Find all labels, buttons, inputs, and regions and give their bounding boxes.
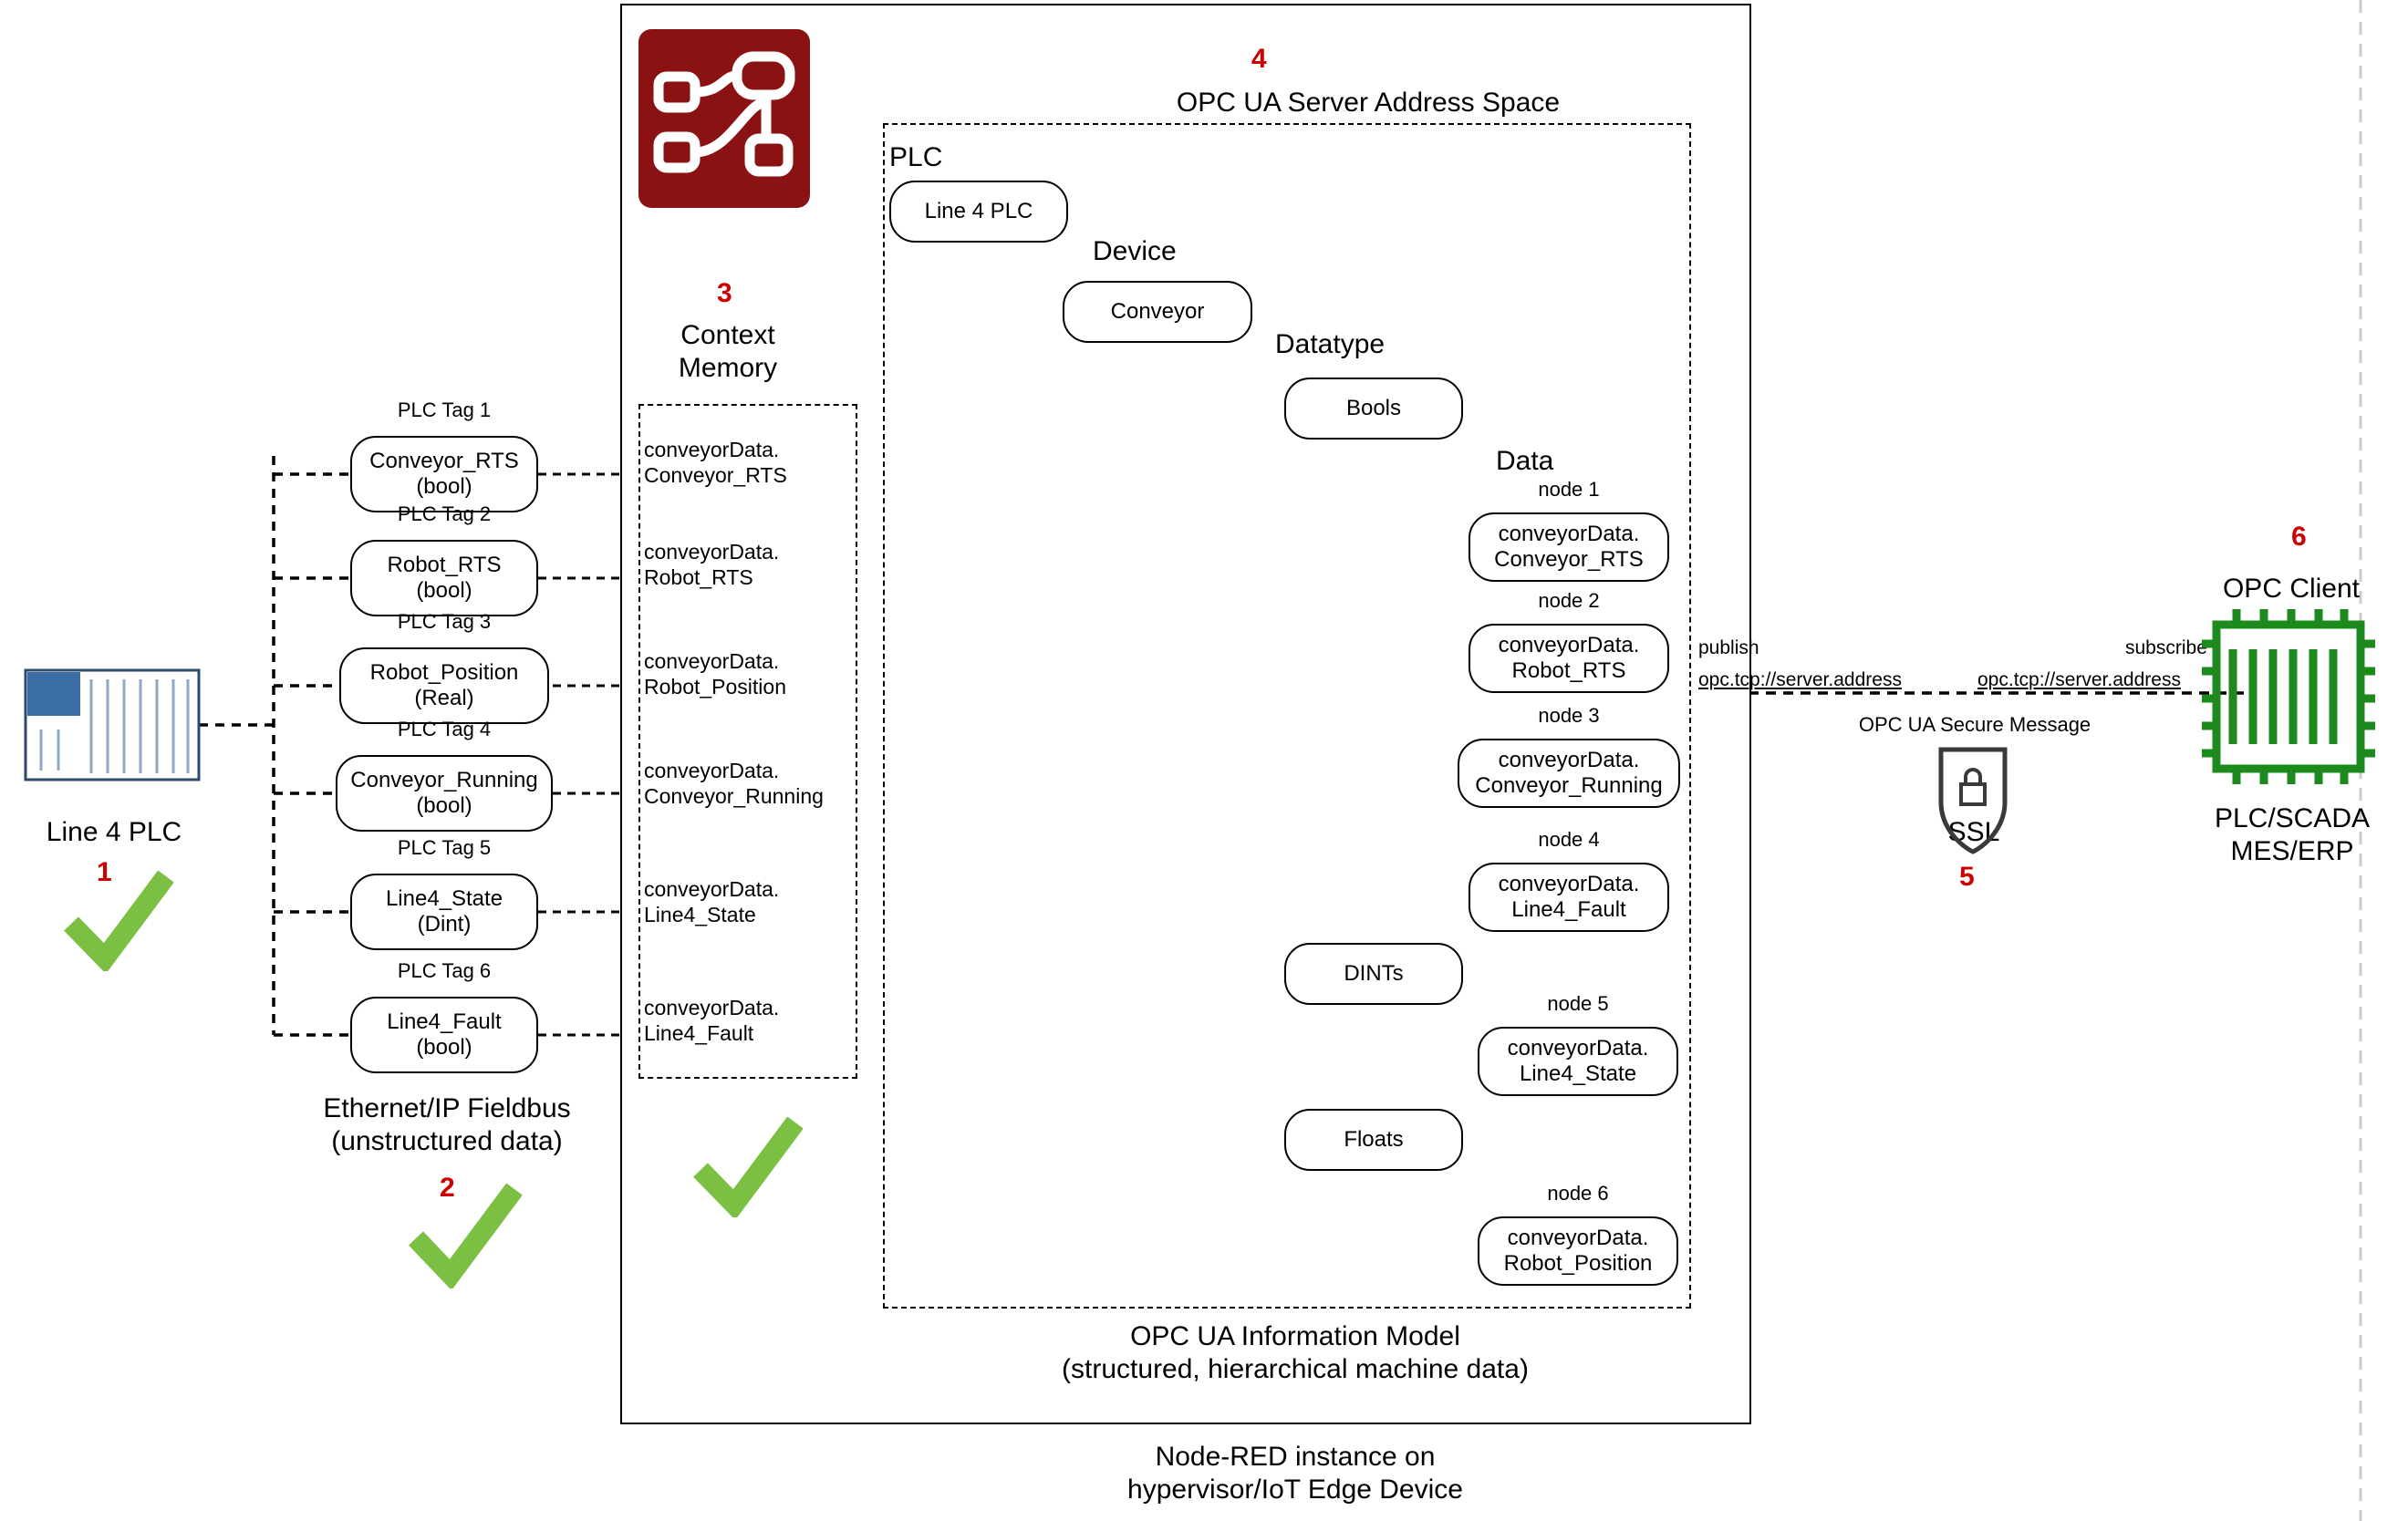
information-model-caption-line2: (structured, hierarchical machine data) xyxy=(1062,1354,1529,1384)
plc-tag-2[interactable] xyxy=(350,540,538,616)
node-red-instance-caption-line1: Node-RED instance on xyxy=(1155,1442,1436,1472)
step-6-number: 6 xyxy=(2291,522,2307,552)
data-node-5-caption: node 5 xyxy=(1547,992,1609,1015)
server-node-dints[interactable]: DINTs xyxy=(1284,943,1463,1005)
plc-tag-5-name: Line4_State xyxy=(385,886,503,912)
data-node-1[interactable] xyxy=(1469,512,1669,582)
context-entry-5-line2: Line4_State xyxy=(644,902,756,926)
context-entry-3-line1: conveyorData. xyxy=(644,649,780,673)
step-3-number: 3 xyxy=(717,278,732,308)
context-entry-1-line1: conveyorData. xyxy=(644,438,780,461)
plc-caption: Line 4 PLC xyxy=(46,817,182,847)
plc-tag-6-name: Line4_Fault xyxy=(387,1009,502,1035)
plc-tag-4-caption: PLC Tag 4 xyxy=(397,718,492,740)
plc-tag-2-name: Robot_RTS xyxy=(387,553,502,578)
context-memory-title xyxy=(591,319,865,385)
data-node-2-line1: conveyorData. xyxy=(1498,633,1640,658)
plc-tag-3-type: (Real) xyxy=(414,686,474,710)
plc-tag-3[interactable] xyxy=(339,647,549,724)
data-node-5[interactable] xyxy=(1478,1027,1678,1096)
node-red-logo xyxy=(638,29,810,208)
server-node-conveyor[interactable]: Conveyor xyxy=(1063,281,1252,343)
data-node-6-caption: node 6 xyxy=(1547,1182,1609,1205)
opc-client-caption-line1: PLC/SCADA xyxy=(2214,803,2371,833)
data-node-3-line1: conveyorData. xyxy=(1498,748,1640,773)
fieldbus-caption-line1: Ethernet/IP Fieldbus xyxy=(323,1093,571,1123)
group-label-device: Device xyxy=(1093,236,1177,266)
data-node-1-line2: Conveyor_RTS xyxy=(1494,547,1644,572)
plc-tag-4-name: Conveyor_Running xyxy=(350,768,538,793)
plc-tag-5-caption: PLC Tag 5 xyxy=(397,836,492,859)
context-memory-box xyxy=(638,404,857,1079)
data-node-4-caption: node 4 xyxy=(1538,828,1600,851)
step-2-number: 2 xyxy=(440,1173,455,1203)
group-label-datatype: Datatype xyxy=(1275,329,1386,359)
context-entry-1 xyxy=(644,438,863,488)
context-entry-3-line2: Robot_Position xyxy=(644,674,786,698)
information-model-caption xyxy=(894,1320,1697,1386)
node-red-instance-caption xyxy=(912,1441,1678,1506)
publish-url: opc.tcp://server.address xyxy=(1698,669,1902,690)
data-node-3-caption: node 3 xyxy=(1538,704,1600,727)
data-node-6-line1: conveyorData. xyxy=(1507,1226,1649,1251)
checkmark-1 xyxy=(64,871,173,971)
checkmark-3 xyxy=(693,1117,803,1217)
context-entry-4 xyxy=(644,759,899,809)
plc-tag-2-caption: PLC Tag 2 xyxy=(397,502,492,525)
server-node-bools[interactable]: Bools xyxy=(1284,378,1463,440)
context-entry-2-line1: conveyorData. xyxy=(644,540,780,564)
step-1-number: 1 xyxy=(97,857,112,887)
data-node-4[interactable] xyxy=(1469,863,1669,932)
plc-tag-5-type: (Dint) xyxy=(417,912,472,936)
data-node-2-line2: Robot_RTS xyxy=(1511,658,1626,683)
plc-tag-6-type: (bool) xyxy=(416,1035,472,1060)
data-node-3[interactable] xyxy=(1458,739,1680,808)
context-entry-6-line1: conveyorData. xyxy=(644,996,780,1019)
context-entry-4-line1: conveyorData. xyxy=(644,759,780,782)
server-address-space-title: OPC UA Server Address Space xyxy=(1176,88,1561,118)
group-label-plc: PLC xyxy=(889,142,943,172)
information-model-caption-line1: OPC UA Information Model xyxy=(1130,1321,1460,1351)
server-node-plc[interactable]: Line 4 PLC xyxy=(889,181,1068,243)
opc-client-caption-line2: MES/ERP xyxy=(2230,836,2354,866)
data-node-2[interactable] xyxy=(1469,624,1669,693)
data-node-5-line2: Line4_State xyxy=(1519,1061,1637,1086)
context-memory-title-line2: Memory xyxy=(678,353,778,383)
context-entry-2 xyxy=(644,540,863,590)
data-node-4-line2: Line4_Fault xyxy=(1511,897,1626,922)
context-entry-2-line2: Robot_RTS xyxy=(644,564,753,589)
plc-tag-1-type: (bool) xyxy=(416,474,472,499)
plc-tag-3-name: Robot_Position xyxy=(369,660,519,686)
data-node-2-caption: node 2 xyxy=(1538,589,1600,612)
plc-tag-2-type: (bool) xyxy=(416,578,472,603)
fieldbus-caption-line2: (unstructured data) xyxy=(331,1126,563,1156)
plc-tag-6[interactable] xyxy=(350,997,538,1073)
plc-tag-4-type: (bool) xyxy=(416,793,472,818)
fieldbus-caption xyxy=(274,1092,620,1158)
data-node-6-line2: Robot_Position xyxy=(1503,1251,1653,1276)
checkmark-2 xyxy=(409,1184,523,1288)
context-memory-title-line1: Context xyxy=(680,320,775,350)
plc-tag-1-caption: PLC Tag 1 xyxy=(397,398,492,421)
subscribe-label: subscribe xyxy=(2125,637,2207,658)
opc-client-title: OPC Client xyxy=(2222,574,2361,604)
opc-client-caption xyxy=(2133,802,2408,868)
publish-label: publish xyxy=(1698,637,1759,658)
context-entry-6-line2: Line4_Fault xyxy=(644,1020,754,1045)
data-node-1-line1: conveyorData. xyxy=(1498,522,1640,547)
plc-tag-6-caption: PLC Tag 6 xyxy=(397,959,492,982)
data-node-1-caption: node 1 xyxy=(1538,478,1600,501)
context-entry-3 xyxy=(644,649,881,699)
step-5-number: 5 xyxy=(1959,862,1975,892)
subscribe-url: opc.tcp://server.address xyxy=(1977,669,2181,690)
context-entry-1-line2: Conveyor_RTS xyxy=(644,462,787,487)
secure-message-label: OPC UA Secure Message xyxy=(1858,713,2091,736)
node-red-instance-caption-line2: hypervisor/IoT Edge Device xyxy=(1127,1474,1463,1505)
data-node-3-line2: Conveyor_Running xyxy=(1475,773,1663,798)
step-4-number: 4 xyxy=(1251,44,1267,74)
data-node-6[interactable] xyxy=(1478,1216,1678,1286)
context-entry-6 xyxy=(644,996,863,1046)
context-entry-5 xyxy=(644,877,863,927)
plc-tag-5[interactable] xyxy=(350,874,538,950)
server-node-floats[interactable]: Floats xyxy=(1284,1109,1463,1171)
context-entry-5-line1: conveyorData. xyxy=(644,877,780,901)
data-node-5-line1: conveyorData. xyxy=(1507,1036,1649,1061)
plc-tag-4[interactable] xyxy=(336,755,553,832)
data-node-4-line1: conveyorData. xyxy=(1498,872,1640,897)
plc-tag-1-name: Conveyor_RTS xyxy=(369,449,519,474)
group-label-data: Data xyxy=(1496,446,1554,476)
plc-tag-1[interactable] xyxy=(350,436,538,512)
context-entry-4-line2: Conveyor_Running xyxy=(644,783,824,808)
plc-tag-3-caption: PLC Tag 3 xyxy=(397,610,492,633)
ssl-label: SSL xyxy=(1947,817,2000,847)
